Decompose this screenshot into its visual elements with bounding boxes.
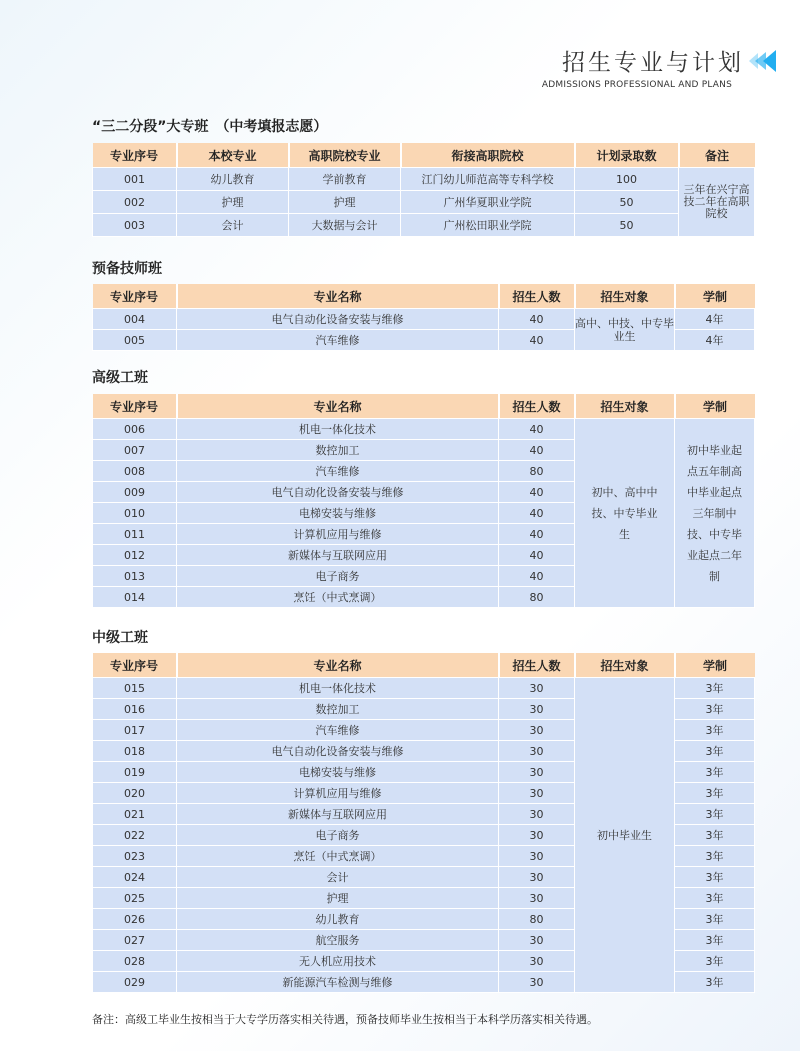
table-row bbox=[93, 678, 755, 699]
arrow-left-icon bbox=[752, 50, 776, 72]
table-cell: 100 bbox=[575, 168, 679, 191]
header-cell: 计划录取数 bbox=[575, 143, 679, 168]
header-cell: 专业序号 bbox=[93, 653, 177, 678]
table-cell: 30 bbox=[499, 783, 575, 804]
table-cell: 025 bbox=[93, 888, 177, 909]
table-cell: 3年 bbox=[675, 741, 755, 762]
table-cell: 013 bbox=[93, 566, 177, 587]
table-cell: 3年 bbox=[675, 867, 755, 888]
table-cell: 电梯安装与维修 bbox=[177, 503, 499, 524]
header-cell: 本校专业 bbox=[177, 143, 289, 168]
header-cell: 专业名称 bbox=[177, 284, 499, 309]
table-cell: 80 bbox=[499, 461, 575, 482]
table-cell: 40 bbox=[499, 566, 575, 587]
table-cell: 018 bbox=[93, 741, 177, 762]
table-cell: 30 bbox=[499, 930, 575, 951]
section-title-dazhuan: “三二分段”大专班 （中考填报志愿） bbox=[92, 119, 328, 135]
header-cell: 招生对象 bbox=[575, 284, 675, 309]
table-cell: 3年 bbox=[675, 909, 755, 930]
table-cell: 护理 bbox=[177, 888, 499, 909]
table-cell: 002 bbox=[93, 191, 177, 214]
table-cell: 40 bbox=[499, 440, 575, 461]
table-cell: 024 bbox=[93, 867, 177, 888]
table-cell: 40 bbox=[499, 482, 575, 503]
table-cell: 烹饪（中式烹调） bbox=[177, 846, 499, 867]
table-cell: 3年 bbox=[675, 720, 755, 741]
target-cell: 初中、高中中技、中专毕业生 bbox=[575, 419, 675, 608]
header-cell: 学制 bbox=[675, 653, 755, 678]
table-cell: 50 bbox=[575, 214, 679, 237]
table-cell: 3年 bbox=[675, 972, 755, 993]
header-cell: 学制 bbox=[675, 284, 755, 309]
table-cell: 028 bbox=[93, 951, 177, 972]
table-cell: 学前教育 bbox=[289, 168, 401, 191]
table-cell: 007 bbox=[93, 440, 177, 461]
header-cell: 招生人数 bbox=[499, 653, 575, 678]
table-cell: 新媒体与互联网应用 bbox=[177, 804, 499, 825]
table-cell: 汽车维修 bbox=[177, 461, 499, 482]
table-cell: 40 bbox=[499, 309, 575, 330]
table-cell: 80 bbox=[499, 909, 575, 930]
page-header bbox=[542, 44, 776, 90]
table-cell: 30 bbox=[499, 699, 575, 720]
table-cell: 012 bbox=[93, 545, 177, 566]
note-cell: 三年在兴宁高技二年在高职院校 bbox=[679, 168, 755, 237]
table-cell: 40 bbox=[499, 503, 575, 524]
table-cell: 30 bbox=[499, 804, 575, 825]
table-cell: 汽车维修 bbox=[177, 720, 499, 741]
table-cell: 40 bbox=[499, 524, 575, 545]
table-cell: 30 bbox=[499, 951, 575, 972]
table-cell: 广州松田职业学院 bbox=[401, 214, 575, 237]
table-cell: 009 bbox=[93, 482, 177, 503]
table-cell: 001 bbox=[93, 168, 177, 191]
table-cell: 015 bbox=[93, 678, 177, 699]
table-cell: 80 bbox=[499, 587, 575, 608]
table-cell: 014 bbox=[93, 587, 177, 608]
table-cell: 027 bbox=[93, 930, 177, 951]
table-cell: 30 bbox=[499, 678, 575, 699]
header-cell: 专业序号 bbox=[93, 143, 177, 168]
table-cell: 30 bbox=[499, 888, 575, 909]
table-cell: 30 bbox=[499, 867, 575, 888]
table-cell: 30 bbox=[499, 825, 575, 846]
table-cell: 广州华夏职业学院 bbox=[401, 191, 575, 214]
table-header-row bbox=[93, 284, 755, 309]
table-cell: 4年 bbox=[675, 330, 755, 351]
table-cell: 3年 bbox=[675, 951, 755, 972]
table-cell: 数控加工 bbox=[177, 699, 499, 720]
table-cell: 新媒体与互联网应用 bbox=[177, 545, 499, 566]
table-cell: 023 bbox=[93, 846, 177, 867]
table-cell: 003 bbox=[93, 214, 177, 237]
header-cell: 专业名称 bbox=[177, 653, 499, 678]
table-cell: 无人机应用技术 bbox=[177, 951, 499, 972]
target-cell: 高中、中技、中专毕业生 bbox=[575, 309, 675, 351]
table-cell: 数控加工 bbox=[177, 440, 499, 461]
table-cell: 江门幼儿师范高等专科学校 bbox=[401, 168, 575, 191]
table-cell: 电气自动化设备安装与维修 bbox=[177, 482, 499, 503]
table-cell: 40 bbox=[499, 330, 575, 351]
table-cell: 3年 bbox=[675, 762, 755, 783]
header-cell: 备注 bbox=[679, 143, 755, 168]
table-cell: 烹饪（中式烹调） bbox=[177, 587, 499, 608]
table-row bbox=[93, 419, 755, 440]
header-cell: 专业序号 bbox=[93, 284, 177, 309]
table-cell: 50 bbox=[575, 191, 679, 214]
duration-cell: 初中毕业起点五年制高中毕业起点三年制中技、中专毕业起点二年制 bbox=[675, 419, 755, 608]
table-cell: 008 bbox=[93, 461, 177, 482]
header-cell: 招生对象 bbox=[575, 653, 675, 678]
table-cell: 40 bbox=[499, 419, 575, 440]
table-cell: 4年 bbox=[675, 309, 755, 330]
table-zhongji bbox=[92, 653, 755, 993]
table-cell: 会计 bbox=[177, 214, 289, 237]
table-cell: 021 bbox=[93, 804, 177, 825]
table-cell: 电梯安装与维修 bbox=[177, 762, 499, 783]
table-cell: 大数据与会计 bbox=[289, 214, 401, 237]
section-title-gaoji: 高级工班 bbox=[92, 370, 148, 386]
table-cell: 3年 bbox=[675, 678, 755, 699]
table-yubei bbox=[92, 284, 755, 351]
page-subtitle: ADMISSIONS PROFESSIONAL AND PLANS bbox=[541, 80, 732, 90]
table-header-row bbox=[93, 394, 755, 419]
title-row bbox=[542, 44, 776, 77]
table-cell: 航空服务 bbox=[177, 930, 499, 951]
header-cell: 学制 bbox=[675, 394, 755, 419]
table-cell: 026 bbox=[93, 909, 177, 930]
table-row bbox=[93, 168, 755, 191]
table-cell: 汽车维修 bbox=[177, 330, 499, 351]
table-cell: 新能源汽车检测与维修 bbox=[177, 972, 499, 993]
table-cell: 004 bbox=[93, 309, 177, 330]
header-cell: 招生人数 bbox=[499, 394, 575, 419]
header-cell: 高职院校专业 bbox=[289, 143, 401, 168]
table-cell: 017 bbox=[93, 720, 177, 741]
header-cell: 衔接高职院校 bbox=[401, 143, 575, 168]
table-cell: 30 bbox=[499, 846, 575, 867]
table-cell: 3年 bbox=[675, 930, 755, 951]
table-cell: 30 bbox=[499, 972, 575, 993]
target-cell: 初中毕业生 bbox=[575, 678, 675, 993]
table-cell: 3年 bbox=[675, 846, 755, 867]
table-cell: 3年 bbox=[675, 804, 755, 825]
table-cell: 019 bbox=[93, 762, 177, 783]
table-cell: 电气自动化设备安装与维修 bbox=[177, 741, 499, 762]
page-title: 招生专业与计划 bbox=[562, 50, 744, 76]
table-cell: 30 bbox=[499, 741, 575, 762]
table-cell: 011 bbox=[93, 524, 177, 545]
header-cell: 专业名称 bbox=[177, 394, 499, 419]
table-cell: 005 bbox=[93, 330, 177, 351]
table-cell: 022 bbox=[93, 825, 177, 846]
table-cell: 幼儿教育 bbox=[177, 909, 499, 930]
table-header-row bbox=[93, 653, 755, 678]
table-cell: 010 bbox=[93, 503, 177, 524]
section-title-zhongji: 中级工班 bbox=[92, 630, 148, 646]
header-cell: 招生对象 bbox=[575, 394, 675, 419]
table-cell: 40 bbox=[499, 545, 575, 566]
footnote: 备注：高级工毕业生按相当于大专学历落实相关待遇，预备技师毕业生按相当于本科学历落实相关待遇。 bbox=[92, 1013, 598, 1026]
table-gaoji bbox=[92, 394, 755, 608]
table-cell: 电气自动化设备安装与维修 bbox=[177, 309, 499, 330]
table-header-row bbox=[93, 143, 755, 168]
section-title-yubei: 预备技师班 bbox=[92, 261, 162, 277]
header-cell: 招生人数 bbox=[499, 284, 575, 309]
table-cell: 3年 bbox=[675, 699, 755, 720]
table-cell: 电子商务 bbox=[177, 825, 499, 846]
table-cell: 机电一体化技术 bbox=[177, 678, 499, 699]
table-cell: 3年 bbox=[675, 825, 755, 846]
table-cell: 3年 bbox=[675, 783, 755, 804]
table-cell: 机电一体化技术 bbox=[177, 419, 499, 440]
table-cell: 电子商务 bbox=[177, 566, 499, 587]
table-cell: 029 bbox=[93, 972, 177, 993]
table-cell: 30 bbox=[499, 762, 575, 783]
table-row bbox=[93, 214, 755, 237]
table-cell: 020 bbox=[93, 783, 177, 804]
table-cell: 3年 bbox=[675, 888, 755, 909]
table-cell: 006 bbox=[93, 419, 177, 440]
table-cell: 016 bbox=[93, 699, 177, 720]
table-cell: 30 bbox=[499, 720, 575, 741]
table-row bbox=[93, 309, 755, 330]
table-cell: 护理 bbox=[289, 191, 401, 214]
table-cell: 护理 bbox=[177, 191, 289, 214]
table-cell: 会计 bbox=[177, 867, 499, 888]
table-cell: 计算机应用与维修 bbox=[177, 783, 499, 804]
table-row bbox=[93, 191, 755, 214]
table-dazhuan bbox=[92, 143, 755, 237]
table-cell: 幼儿教育 bbox=[177, 168, 289, 191]
table-cell: 计算机应用与维修 bbox=[177, 524, 499, 545]
header-cell: 专业序号 bbox=[93, 394, 177, 419]
